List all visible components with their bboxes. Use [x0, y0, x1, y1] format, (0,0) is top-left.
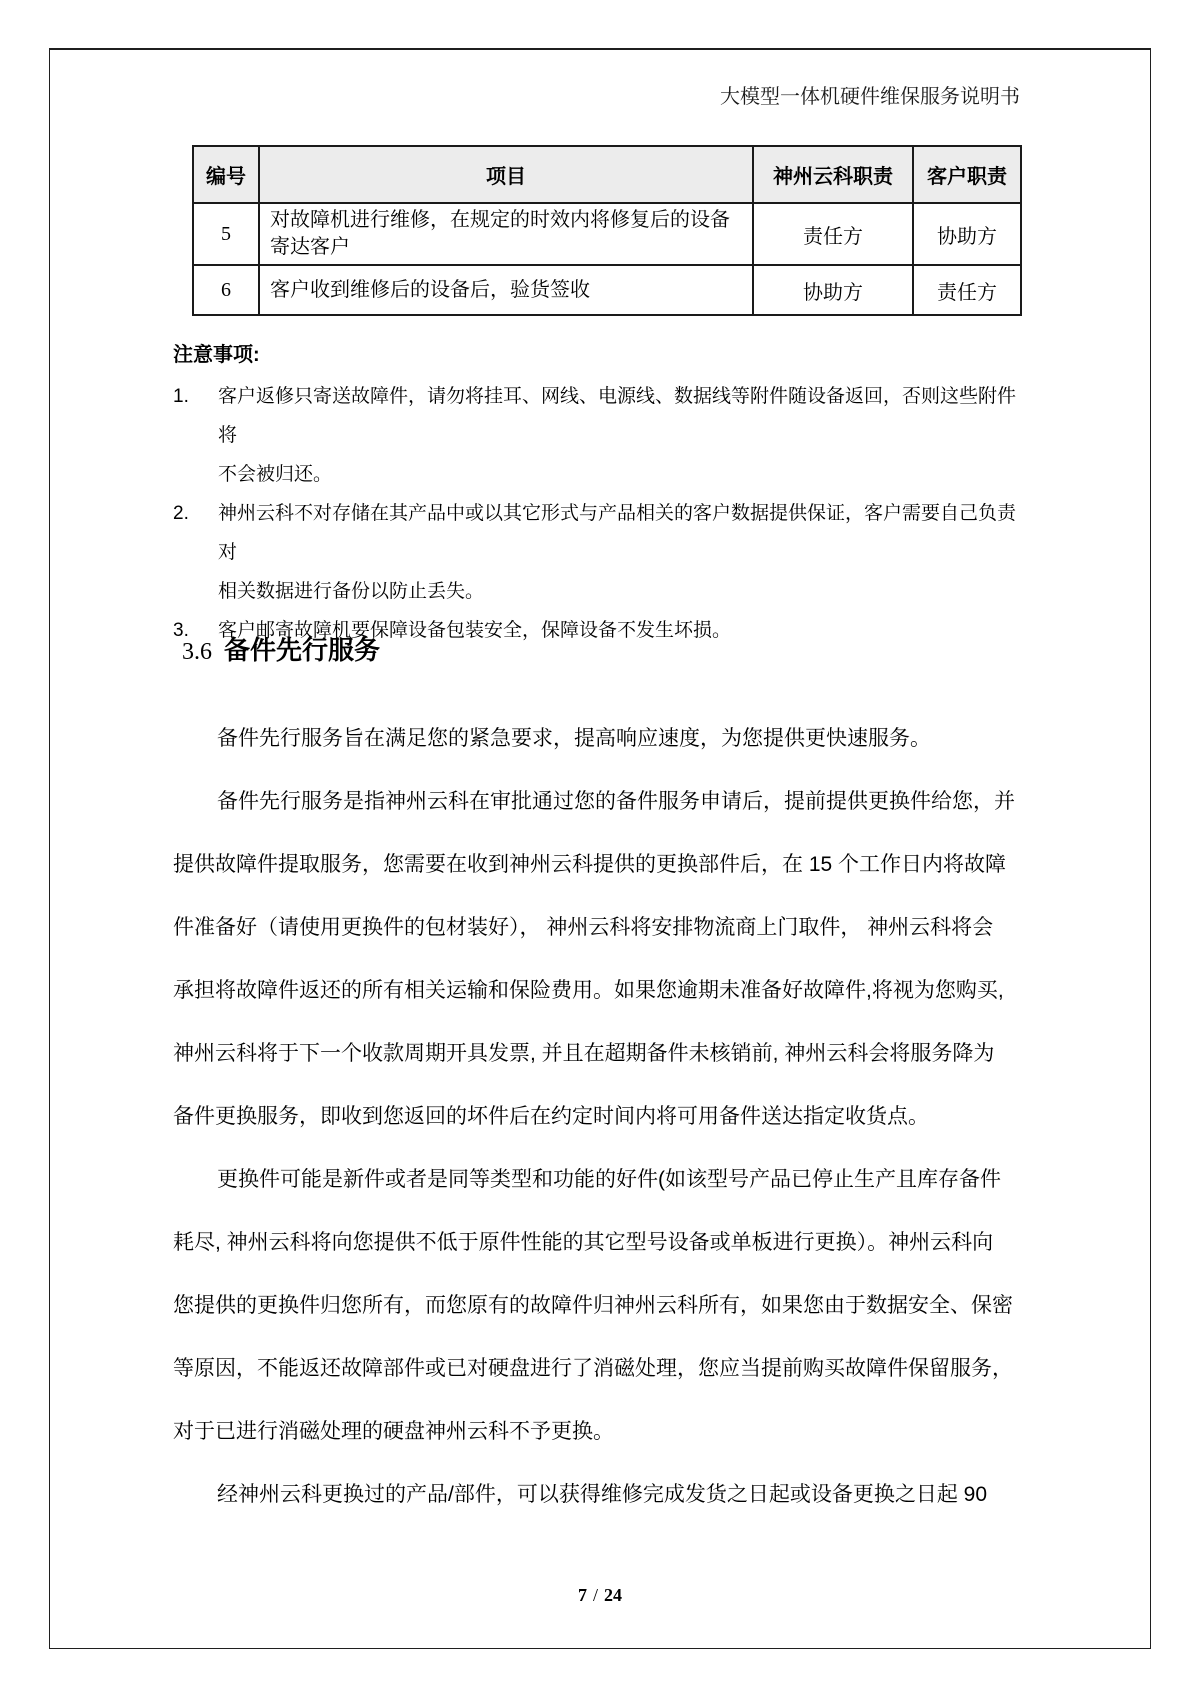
- table-header-vendor-duty: 神州云科职责: [753, 146, 913, 203]
- table-row: [193, 265, 1021, 315]
- notes-title: 注意事项:: [173, 344, 260, 366]
- page-footer: [0, 1585, 1200, 1606]
- note-line: 客户返修只寄送故障件，请勿将挂耳、网线、电源线、数据线等附件随设备返回，否则这些附件将: [218, 386, 1017, 446]
- paragraph-line: 经神州云科更换过的产品/部件，可以获得维修完成发货之日起或设备更换之日起 90: [217, 1483, 988, 1506]
- row-vendor-duty: 协助方: [753, 265, 913, 315]
- row-item: 客户收到维修后的设备后，验货签收: [259, 265, 753, 315]
- responsibility-table: [192, 145, 1022, 316]
- table-header-customer-duty: 客户职责: [913, 146, 1021, 203]
- note-line: 不会被归还。: [218, 464, 333, 485]
- current-page-number: 7: [577, 1585, 587, 1605]
- paragraph-line: 备件先行服务旨在满足您的紧急要求，提高响应速度，为您提供更快速服务。: [217, 727, 931, 750]
- row-number: 5: [193, 203, 259, 265]
- table-header-number: 编号: [193, 146, 259, 203]
- total-page-count: 24: [604, 1585, 622, 1605]
- list-item-number: 1.: [173, 386, 189, 407]
- paragraph-line: 件准备好（请使用更换件的包材装好）， 神州云科将安排物流商上门取件， 神州云科将会: [173, 916, 994, 939]
- list-item: [173, 494, 1022, 611]
- row-customer-duty: 协助方: [913, 203, 1021, 265]
- paragraph-line: 您提供的更换件归您所有，而您原有的故障件归神州云科所有，如果您由于数据安全、保密: [173, 1294, 1013, 1317]
- body-text: [173, 707, 1022, 1526]
- list-item: [173, 377, 1022, 494]
- row-vendor-duty: 责任方: [753, 203, 913, 265]
- list-item-text: [218, 377, 1022, 494]
- paragraph-line: 对于已进行消磁处理的硬盘神州云科不予更换。: [173, 1420, 614, 1443]
- paragraph-line: 更换件可能是新件或者是同等类型和功能的好件(如该型号产品已停止生产且库存备件: [217, 1168, 1001, 1191]
- section-heading: [182, 630, 380, 667]
- note-line: 神州云科不对存储在其产品中或以其它形式与产品相关的客户数据提供保证，客户需要自己负责对: [218, 503, 1017, 563]
- paragraph-line: 备件更换服务，即收到您返回的坏件后在约定时间内将可用备件送达指定收货点。: [173, 1105, 929, 1128]
- row-item: 对故障机进行维修，在规定的时效内将修复后的设备寄达客户: [259, 203, 753, 265]
- paragraph-line: 神州云科将于下一个收款周期开具发票, 并且在超期备件未核销前, 神州云科会将服务降为: [173, 1042, 995, 1065]
- list-item-text: [218, 494, 1022, 611]
- section-number: 3.6: [182, 639, 212, 665]
- paragraph-line: 等原因，不能返还故障部件或已对硬盘进行了消磁处理，您应当提前购买故障件保留服务，: [173, 1357, 1013, 1380]
- list-item-number: 2.: [173, 503, 189, 524]
- row-number: 6: [193, 265, 259, 315]
- table-row: [193, 203, 1021, 265]
- paragraph-line: 备件先行服务是指神州云科在审批通过您的备件服务申请后，提前提供更换件给您，并: [217, 790, 1015, 813]
- paragraph-line: 耗尽, 神州云科将向您提供不低于原件性能的其它型号设备或单板进行更换）。神州云科向: [173, 1231, 994, 1254]
- notes-section: [173, 341, 1022, 650]
- table-header-row: [193, 146, 1021, 203]
- paragraph-line: 承担将故障件返还的所有相关运输和保险费用。如果您逾期未准备好故障件,将视为您购买,: [173, 979, 1004, 1002]
- table-header-item: 项目: [259, 146, 753, 203]
- section-title: 备件先行服务: [224, 635, 381, 665]
- note-line: 客户邮寄故障机要保障设备包装安全，保障设备不发生坏损。: [218, 620, 732, 641]
- document-header-title: 大模型一体机硬件维保服务说明书: [720, 86, 1020, 108]
- note-line: 相关数据进行备份以防止丢失。: [218, 581, 485, 602]
- list-item-number: 3.: [173, 620, 189, 641]
- paragraph-line: 提供故障件提取服务，您需要在收到神州云科提供的更换部件后，在 15 个工作日内将故障: [173, 853, 1007, 876]
- page-separator: /: [592, 1585, 598, 1605]
- row-customer-duty: 责任方: [913, 265, 1021, 315]
